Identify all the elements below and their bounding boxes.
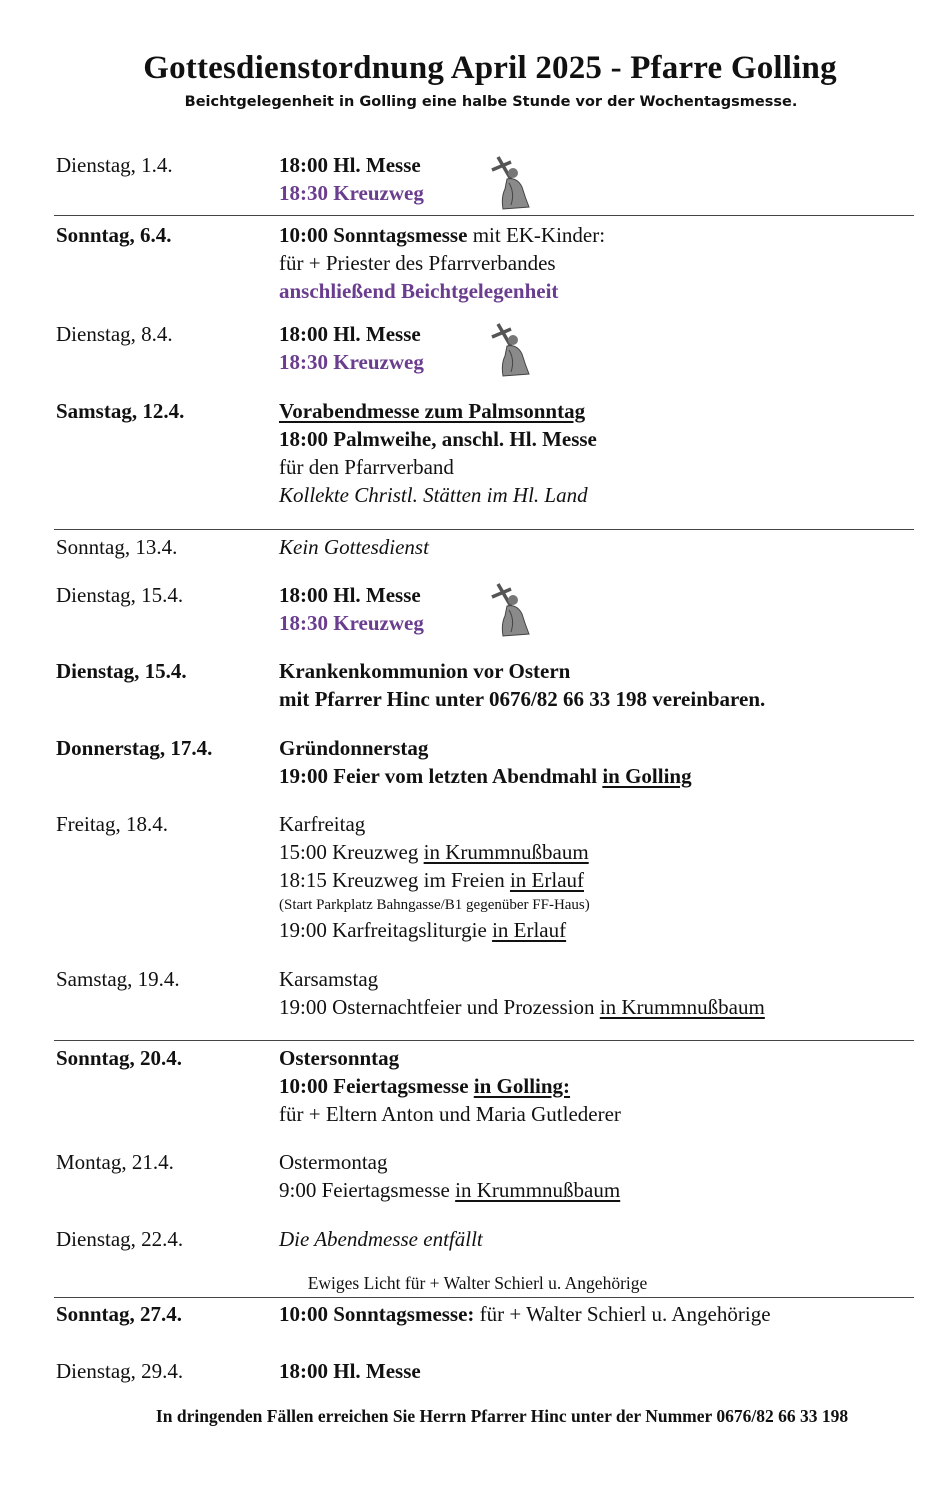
date-label: Samstag, 12.4. <box>56 399 185 423</box>
location-label: in Golling <box>602 764 692 788</box>
event-title: Gründonnerstag <box>279 736 429 760</box>
eternal-light-note: Ewiges Licht für + Walter Schierl u. Angehörige <box>307 1273 648 1293</box>
event-details: Die Abendmesse entfällt <box>279 1227 483 1251</box>
divider <box>54 529 914 530</box>
event-line: 18:15 Kreuzweg im Freien <box>279 868 510 892</box>
date-label: Sonntag, 6.4. <box>56 223 172 247</box>
event-details <box>279 1044 621 1128</box>
divider <box>54 1297 914 1298</box>
event-details <box>279 1300 771 1328</box>
location-label: in Krummnußbaum <box>455 1178 621 1202</box>
contact-line: mit Pfarrer Hinc unter 0676/82 66 33 198 vereinbaren. <box>279 687 766 711</box>
date-label: Donnerstag, 17.4. <box>56 736 213 760</box>
date-label: Dienstag, 29.4. <box>56 1359 184 1383</box>
stations-line: 18:30 Kreuzweg <box>279 350 424 374</box>
mass-line: 18:00 Hl. Messe <box>279 322 421 346</box>
stations-line: 18:30 Kreuzweg <box>279 611 424 635</box>
event-title: Krankenkommunion vor Ostern <box>279 659 571 683</box>
divider <box>54 215 914 216</box>
mass-line: 18:00 Hl. Messe <box>279 583 421 607</box>
date-label: Sonntag, 13.4. <box>56 535 178 559</box>
date-label: Dienstag, 15.4. <box>56 659 187 683</box>
date-label: Dienstag, 15.4. <box>56 583 184 607</box>
intention-line: für + Eltern Anton und Maria Gutlederer <box>279 1102 621 1126</box>
mass-line: 18:00 Hl. Messe <box>279 153 421 177</box>
confession-note: Beichtgelegenheit in Golling eine halbe Stunde vor der Wochentagsmesse. <box>184 94 798 110</box>
confession-line: anschließend Beichtgelegenheit <box>279 279 559 303</box>
meeting-point-note: (Start Parkplatz Bahngasse/B1 gegenüber FF-Haus) <box>279 897 590 913</box>
date-label: Dienstag, 22.4. <box>56 1227 184 1251</box>
location-label: in Erlauf <box>492 918 567 942</box>
location-label: in Golling: <box>473 1074 571 1098</box>
event-details <box>279 581 424 637</box>
date-label: Sonntag, 20.4. <box>56 1046 183 1070</box>
event-details <box>279 151 424 207</box>
intention-line: für + Walter Schierl u. Angehörige <box>474 1302 771 1326</box>
event-details: 18:00 Hl. Messe <box>279 1359 421 1383</box>
event-title: Ostermontag <box>279 1150 388 1174</box>
event-details <box>279 397 597 509</box>
event-line: 15:00 Kreuzweg <box>279 840 424 864</box>
event-details <box>279 734 692 790</box>
location-label: in Krummnußbaum <box>599 995 765 1019</box>
jesus-carrying-cross-icon <box>489 320 537 378</box>
date-label: Montag, 21.4. <box>56 1150 174 1174</box>
page-title: Gottesdienstordnung April 2025 - Pfarre Golling <box>143 50 837 86</box>
jesus-carrying-cross-icon <box>489 153 537 211</box>
event-title: Karsamstag <box>279 967 379 991</box>
mass-title: 10:00 Sonntagsmesse: <box>279 1302 475 1326</box>
event-details <box>279 657 765 713</box>
location-label: in Krummnußbaum <box>423 840 589 864</box>
divider <box>54 1040 914 1041</box>
event-line: 19:00 Feier vom letzten Abendmahl <box>279 764 603 788</box>
intention-line: für den Pfarrverband <box>279 455 454 479</box>
event-details: Kein Gottesdienst <box>279 535 429 559</box>
mass-note: mit EK-Kinder: <box>467 223 606 247</box>
event-details <box>279 965 765 1021</box>
emergency-contact-note: In dringenden Fällen erreichen Sie Herrn Pfarrer Hinc unter der Nummer 0676/82 66 33 198 <box>155 1406 849 1426</box>
event-title: Ostersonntag <box>279 1046 400 1070</box>
mass-line: 18:00 Palmweihe, anschl. Hl. Messe <box>279 427 597 451</box>
date-label: Samstag, 19.4. <box>56 967 180 991</box>
intention-line: für + Priester des Pfarrverbandes <box>279 251 556 275</box>
event-details <box>279 320 424 376</box>
mass-line: 10:00 Feiertagsmesse <box>279 1074 474 1098</box>
event-details <box>279 221 605 305</box>
date-label: Dienstag, 1.4. <box>56 153 173 177</box>
location-label: in Erlauf <box>509 868 585 892</box>
event-details <box>279 1148 620 1204</box>
event-line: 19:00 Osternachtfeier und Prozession <box>279 995 600 1019</box>
event-title: Karfreitag <box>279 812 366 836</box>
mass-title: 10:00 Sonntagsmesse <box>279 223 468 247</box>
event-line: 19:00 Karfreitagsliturgie <box>279 918 493 942</box>
date-label: Dienstag, 8.4. <box>56 322 173 346</box>
jesus-carrying-cross-icon <box>489 580 537 638</box>
collection-line: Kollekte Christl. Stätten im Hl. Land <box>279 483 588 507</box>
event-title: Vorabendmesse zum Palmsonntag <box>279 399 586 423</box>
date-label: Freitag, 18.4. <box>56 812 168 836</box>
date-label: Sonntag, 27.4. <box>56 1302 183 1326</box>
stations-line: 18:30 Kreuzweg <box>279 181 424 205</box>
event-details <box>279 810 590 944</box>
mass-line: 9:00 Feiertagsmesse <box>279 1178 456 1202</box>
